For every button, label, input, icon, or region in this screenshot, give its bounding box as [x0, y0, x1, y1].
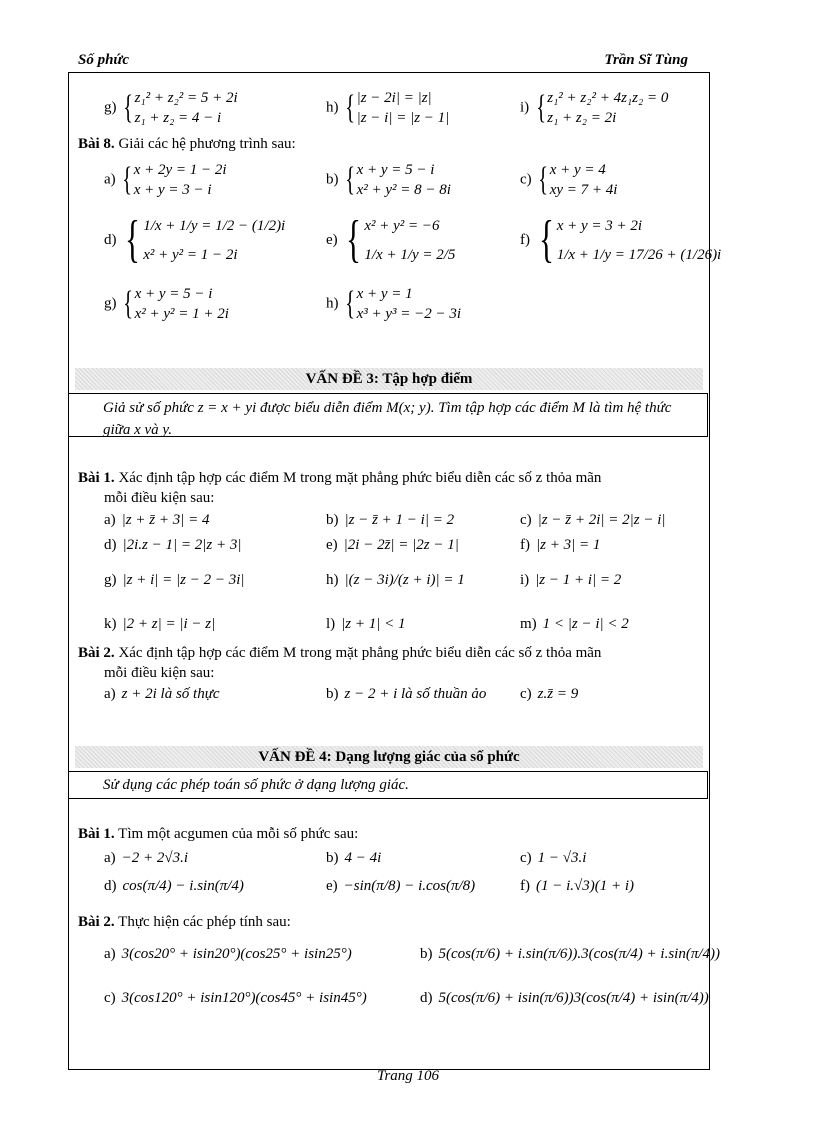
item-label: m)	[520, 616, 537, 632]
s4-items-item	[520, 878, 634, 895]
s3-items-item	[520, 572, 621, 589]
item-expression: 5(cos(π/6) + isin(π/6))3(cos(π/4) + isin(π/4))	[438, 990, 709, 1006]
item-expression: |2i − 2z̄| = |2z − 1|	[343, 537, 459, 553]
bai8-heading: Bài 8. Giải các hệ phương trình sau:	[78, 136, 296, 152]
top-g-eq1: z₁² + z₂² = 5 + 2i	[134, 90, 238, 106]
s3-items-item	[520, 537, 600, 554]
s3-bai1-heading: Bài 1. Xác định tập hợp các điểm M trong mặt phẳng phức biểu diễn các số z thỏa mãn	[78, 470, 602, 486]
s4-bai2-items-item	[420, 990, 709, 1007]
item-label: h)	[326, 572, 339, 588]
top-i-eq2: z₁ + z₂ = 2i	[547, 110, 617, 127]
item-label: l)	[326, 616, 336, 632]
s3-bai2-items-item	[326, 686, 486, 703]
item-expression: |z + z̄ + 3| = 4	[121, 512, 210, 528]
item-label: b)	[420, 946, 433, 962]
item-expression: cos(π/4) − i.sin(π/4)	[122, 878, 244, 894]
top-g: g) { z₁² + z₂² = 5 + 2i z₁ + z₂ = 4 − i	[104, 88, 238, 129]
item-expression: −2 + 2√3.i	[121, 850, 189, 866]
item-label: b)	[326, 850, 339, 866]
item-label: c)	[520, 850, 532, 866]
s3-items-item	[326, 616, 406, 633]
top-i-eq1: z₁² + z₂² + 4z₁z₂ = 0	[547, 90, 669, 106]
s4-items-item	[520, 850, 586, 867]
bai8-c: c) { x + y = 4 xy = 7 + 4i	[520, 160, 618, 199]
item-expression: z + 2i là số thực	[121, 686, 220, 702]
s4-items-item	[326, 850, 381, 867]
s3-bai2-text2: mỗi điều kiện sau:	[104, 665, 215, 681]
item-label: d)	[420, 990, 433, 1006]
s3-bai2-items-item	[104, 686, 220, 703]
s4-bai2-heading: Bài 2. Thực hiện các phép tính sau:	[78, 914, 291, 930]
item-label: f)	[520, 878, 530, 894]
bai8-d: d) { 1/x + 1/y = 1/2 − (1/2)i x² + y² = 1 − 2i	[104, 211, 286, 269]
bai8-e: e) { x² + y² = −6 1/x + 1/y = 2/5	[326, 211, 456, 269]
s3-items-item	[326, 512, 454, 529]
item-label: f)	[520, 537, 530, 553]
s3-bai1-text2: mỗi điều kiện sau:	[104, 490, 215, 506]
s4-items-item	[326, 878, 475, 895]
item-label: a)	[104, 686, 116, 702]
item-expression: |2 + z| = |i − z|	[122, 616, 216, 632]
item-expression: (1 − i.√3)(1 + i)	[536, 878, 635, 894]
item-expression: |z + i| = |z − 2 − 3i|	[122, 572, 245, 588]
item-expression: |z − 1 + i| = 2	[535, 572, 622, 588]
section3-box: Giả sử số phức z = x + yi được biểu diễn điểm M(x; y). Tìm tập hợp các điểm M là tìm hệ thức giữa x và y.	[68, 393, 708, 437]
item-label: e)	[326, 537, 338, 553]
s3-items-item	[104, 512, 209, 529]
item-label: g)	[104, 572, 117, 588]
page-number: Trang 106	[376, 1068, 440, 1084]
item-expression: 4 − 4i	[344, 850, 382, 866]
item-expression: z − 2 + i là số thuần ảo	[344, 686, 487, 702]
s4-items-item	[104, 878, 244, 895]
section3-title: VẤN ĐỀ 3: Tập hợp điểm	[75, 368, 703, 390]
item-expression: 1 < |z − i| < 2	[542, 616, 629, 632]
top-i: i) { z₁² + z₂² + 4z₁z₂ = 0 z₁ + z₂ = 2i	[520, 88, 668, 129]
s3-items-item	[520, 616, 629, 633]
s3-items-item	[104, 572, 245, 589]
s3-items-item	[104, 537, 241, 554]
header-left: Số phức	[78, 52, 130, 68]
item-expression: |z − z̄ + 2i| = 2|z − i|	[537, 512, 666, 528]
item-expression: 3(cos120° + isin120°)(cos45° + isin45°)	[121, 990, 367, 1006]
item-label: b)	[326, 512, 339, 528]
item-expression: z.z̄ = 9	[537, 686, 579, 702]
item-expression: 3(cos20° + isin20°)(cos25° + isin25°)	[121, 946, 352, 962]
item-label: b)	[326, 686, 339, 702]
item-label: i)	[520, 572, 530, 588]
s4-bai1-heading: Bài 1. Tìm một acgumen của mỗi số phức sau:	[78, 826, 359, 842]
top-h: h) { |z − 2i| = |z| |z − i| = |z − 1|	[326, 88, 449, 129]
item-label: c)	[520, 512, 532, 528]
s3-items-item	[326, 537, 459, 554]
top-h-eq2: |z − i| = |z − 1|	[356, 110, 450, 127]
item-label: a)	[104, 512, 116, 528]
item-label: d)	[104, 878, 117, 894]
item-expression: |z − z̄ + 1 − i| = 2	[344, 512, 455, 528]
header-right: Trần Sĩ Tùng	[604, 52, 688, 68]
item-label: a)	[104, 946, 116, 962]
item-label: k)	[104, 616, 117, 632]
s3-bai2-heading: Bài 2. Xác định tập hợp các điểm M trong mặt phẳng phức biểu diễn các số z thỏa mãn	[78, 645, 602, 661]
s3-items-item	[326, 572, 465, 589]
item-label: e)	[326, 878, 338, 894]
top-g-eq2: z₁ + z₂ = 4 − i	[134, 110, 222, 127]
item-label: d)	[104, 537, 117, 553]
item-expression: |z + 3| = 1	[536, 537, 601, 553]
s4-bai2-items-item	[420, 946, 720, 963]
item-expression: −sin(π/8) − i.cos(π/8)	[343, 878, 476, 894]
bai8-h: h) { x + y = 1 x³ + y³ = −2 − 3i	[326, 284, 462, 323]
s4-items-item	[104, 850, 188, 867]
s3-items-item	[520, 512, 666, 529]
section4-box: Sử dụng các phép toán số phức ở dạng lượng giác.	[68, 771, 708, 799]
s4-bai2-items-item	[104, 946, 352, 963]
item-expression: |2i.z − 1| = 2|z + 3|	[122, 537, 242, 553]
bai8-f: f) { x + y = 3 + 2i 1/x + 1/y = 17/26 + (1/26)i	[520, 211, 722, 269]
s4-bai2-items-item	[104, 990, 367, 1007]
item-expression: |z + 1| < 1	[341, 616, 406, 632]
section4-title: VẤN ĐỀ 4: Dạng lượng giác của số phức	[75, 746, 703, 768]
bai8-a: a) { x + 2y = 1 − 2i x + y = 3 − i	[104, 160, 227, 199]
item-expression: |(z − 3i)/(z + i)| = 1	[344, 572, 465, 588]
bai8-g: g) { x + y = 5 − i x² + y² = 1 + 2i	[104, 284, 229, 323]
s3-items-item	[104, 616, 215, 633]
s3-bai2-items-item	[520, 686, 578, 703]
item-label: c)	[520, 686, 532, 702]
bai8-b: b) { x + y = 5 − i x² + y² = 8 − 8i	[326, 160, 451, 199]
item-label: c)	[104, 990, 116, 1006]
top-h-eq1: |z − 2i| = |z|	[356, 90, 432, 106]
item-expression: 1 − √3.i	[537, 850, 587, 866]
item-label: a)	[104, 850, 116, 866]
item-expression: 5(cos(π/6) + i.sin(π/6)).3(cos(π/4) + i.sin(π/4))	[438, 946, 720, 962]
